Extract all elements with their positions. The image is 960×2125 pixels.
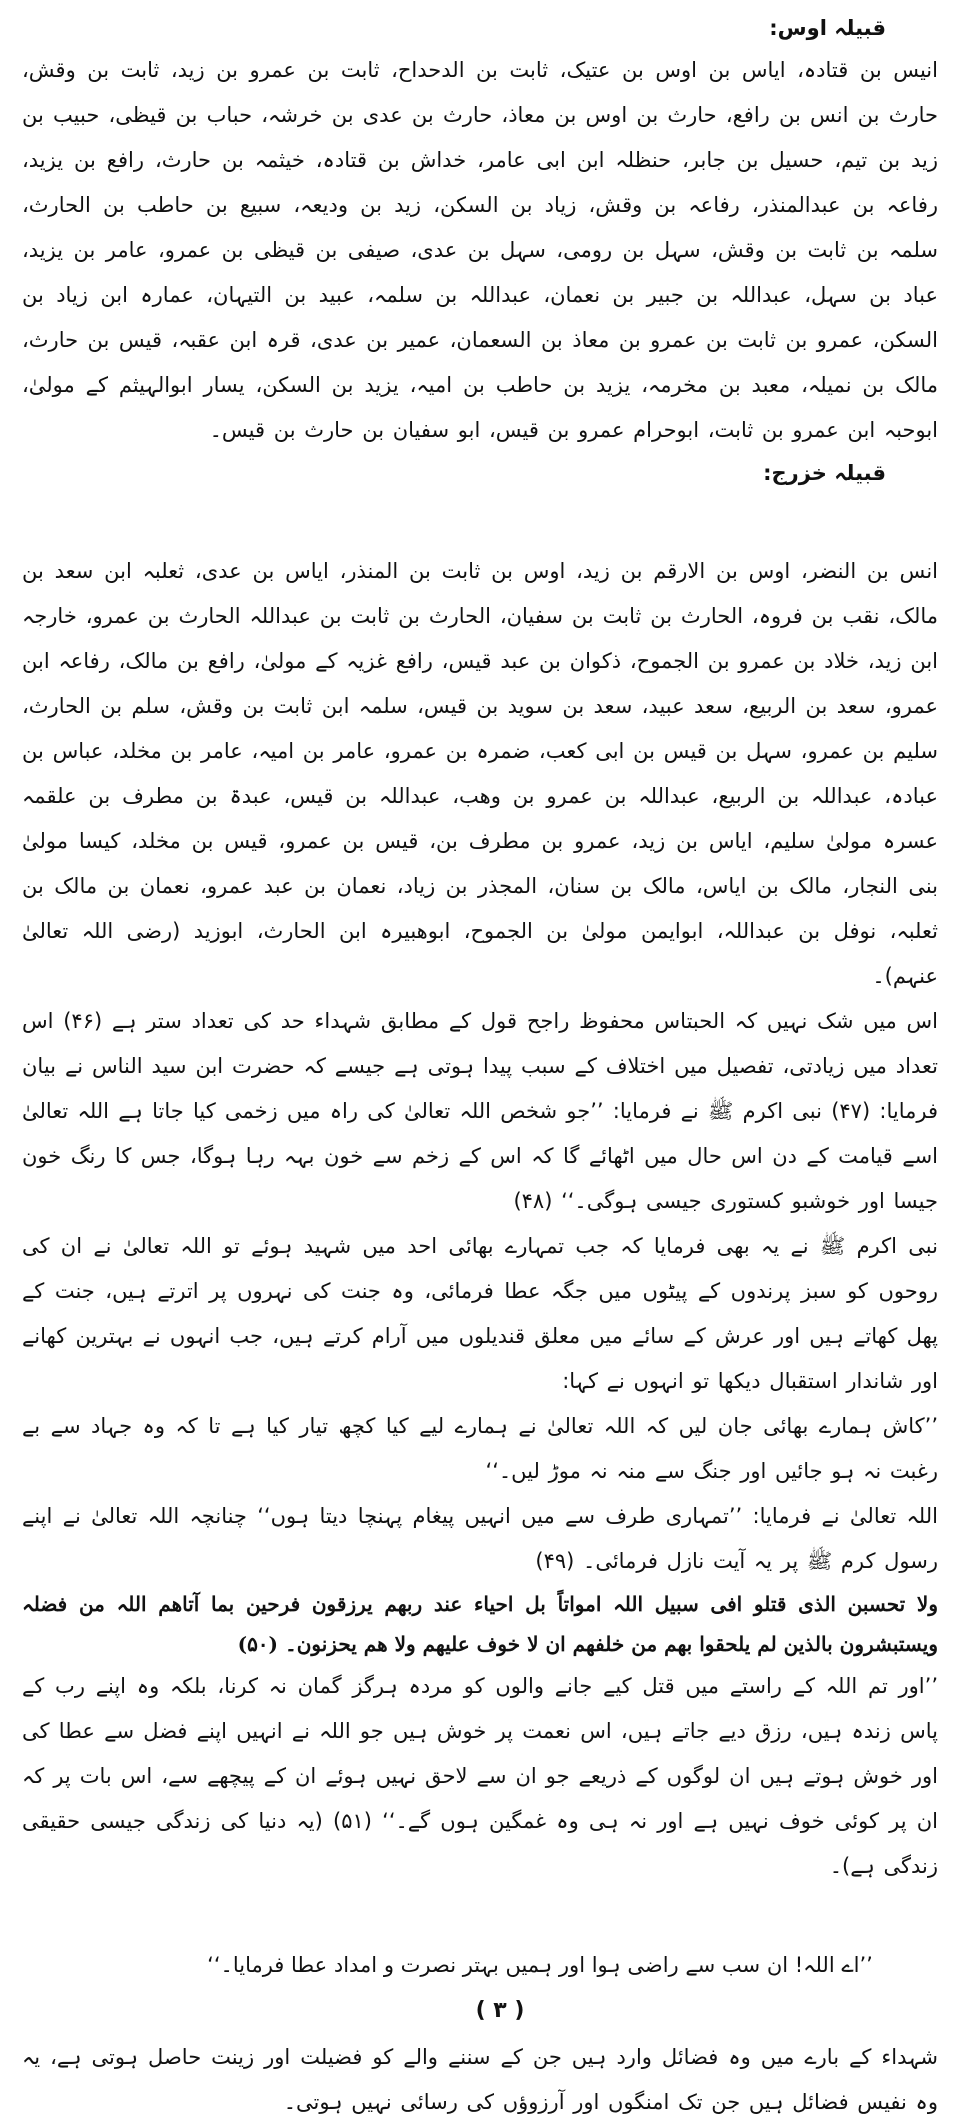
spacer xyxy=(22,1889,938,1945)
heading-aus-tribe: قبیلہ اوس: xyxy=(769,16,886,40)
closing-prayer: ’’اے اللہ! ان سب سے راضی ہوا اور ہمیں بہتر نصرت و امداد عطا فرمایا۔‘‘ xyxy=(207,1953,873,1977)
aus-martyrs-list: انیس بن قتادہ، ایاس بن اوس بن عتیک، ثابت بن الدحداح، ثابت بن عمرو بن زید، ثابت بن وقش، حارث بن انس بن رافع، حارث بن اوس بن معاذ، حارث بن عدی بن خرشہ، حباب بن قیظی، حبیب بن زید بن تیم، حسیل بن جابر، حنظلہ ابن ابی عامر، خداش بن قتادہ، خیثمہ بن حارث، رافع بن یزید، رفاعہ بن عبدالمنذر، رفاعہ بن وقش، زیاد بن السکن، زید بن ودیعہ، سبیع بن حاطب بن الحارث، سلمہ بن ثابت بن وقش، سہل بن رومی، سہل بن عدی، صیفی بن قیظی بن عمرو، عامر بن یزید، عباد بن سہل، عبداللہ بن جبیر بن نعمان، عبداللہ بن سلمہ، عبید بن التیہان، عمارہ ابن زیاد بن السکن، عمرو بن ثابت بن عمرو بن معاذ بن السعمان، عمیر بن عدی، قرہ ابن عقبہ، قیس بن حارث، مالک بن نمیلہ، معبد بن مخرمہ، یزید بن حاطب بن امیہ، یزید بن السکن، یسار ابوالہیثم کے مولیٰ، ابوحبہ ابن عمرو بن ثابت، ابوحرام عمرو بن قیس، ابو سفیان بن حارث بن قیس۔ xyxy=(22,58,938,442)
final-paragraph: شہداء کے بارے میں وہ فضائل وارد ہیں جن کے سننے والے کو فضیلت اور زینت حاصل ہوتی ہے، یہ وہ نفیس فضائل ہیں جن تک امنگوں اور آرزوؤں کی رسائی نہیں ہوتی۔ xyxy=(22,2045,938,2114)
paragraph-martyr-count: اس میں شک نہیں کہ الحبتاس محفوظ راجح قول کے مطابق شہداء حد کی تعداد ستر ہے (۴۶) اس تعداد میں زیادتی، تفصیل میں اختلاف کے سبب پیدا ہوتی ہے جیسے کہ حضرت ابن سید الناس نے بیان فرمایا: (۴۷) نبی اکرم ﷺ نے فرمایا: ’’جو شخص اللہ تعالیٰ کی راہ میں زخمی کیا جاتا ہے اللہ تعالیٰ اسے قیامت کے دن اس حال میں اٹھائے گا کہ اس کے زخم سے خون بہہ رہا ہوگا، جس کا رنگ خون جیسا اور خوشبو کستوری جیسی ہوگی۔‘‘ (۴۸) xyxy=(22,1009,938,1213)
paragraph-prophet-saying: نبی اکرم ﷺ نے یہ بھی فرمایا کہ جب تمہارے بھائی احد میں شہید ہوئے تو اللہ تعالیٰ نے ان کی روحوں کو سبز پرندوں کے پیٹوں میں جگہ عطا فرمائی، وہ جنت کی نہروں پر اترتے ہیں، جنت کے پھل کھاتے ہیں اور عرش کے سائے میں معلق قندیلوں میں آرام کرتے ہیں، جب انہوں نے بہترین کھانے اور شاندار استقبال دیکھا تو انہوں نے کہا: xyxy=(22,1234,938,1393)
quran-verse-arabic: ولا تحسبن الذی قتلو افی سبیل اللہ امواتاً بل احیاء عند ربھم یرزقون فرحین بما آتاھم اللہ من فضلہ ویستبشرون بالذین لم یلحقوا بھم من خلفھم ان لا خوف علیھم ولا ھم یحزنون۔ (۵۰) xyxy=(22,1592,938,1656)
paragraph-allah-reply: اللہ تعالیٰ نے فرمایا: ’’تمہاری طرف سے میں انہیں پیغام پہنچا دیتا ہوں‘‘ چنانچہ اللہ تعالیٰ نے اپنے رسول کرم ﷺ پر یہ آیت نازل فرمائی۔ (۴۹) xyxy=(22,1504,938,1573)
section-number: ( ۳ ) xyxy=(475,1998,525,2023)
khazraj-martyrs-list: انس بن النضر، اوس بن الارقم بن زید، اوس بن ثابت بن المنذر، ایاس بن عدی، ثعلبہ ابن سعد بن مالک، نقب بن فروہ، الحارث بن ثابت بن سفیان، الحارث بن ثابت بن عبداللہ الحارث بن عمرو، خارجہ ابن زید، خلاد بن عمرو بن الجموح، ذکوان بن عبد قیس، رافع غزیہ کے مولیٰ، رافع بن مالک، رفاعہ ابن عمرو، سعد بن الربیع، سعد عبید، سعد بن سوید بن قیس، سلمہ ابن ثابت بن وقش، سلم بن الحارث، سلیم بن عمرو، سہل بن قیس بن ابی کعب، ضمرہ بن عمرو، عامر بن امیہ، عامر بن مخلد، عباس بن عبادہ، عبداللہ بن الربیع، عبداللہ بن عمرو بن وھب، عبداللہ بن قیس، عبدۃ بن مطرف بن علقمہ عسرہ مولیٰ سلیم، ایاس بن زید، عمرو بن مطرف بن، قیس بن عمرو، قیس بن مخلد، کیسا مولیٰ بنی النجار، مالک بن ایاس، مالک بن سنان، المجذر بن زیاد، نعمان بن عبد عمرو، نعمان بن مالک بن ثعلبہ، نوفل بن عبداللہ، ابوایمن مولیٰ بن الجموح، ابوھبیرہ ابن الحارث، ابوزید (رضی اللہ تعالیٰ عنہم)۔ xyxy=(22,559,938,988)
verse-translation: ’’اور تم اللہ کے راستے میں قتل کیے جانے والوں کو مردہ ہرگز گمان نہ کرنا، بلکہ وہ اپنے رب کے پاس زندہ ہیں، رزق دیے جاتے ہیں، اس نعمت پر خوش ہیں جو اللہ نے انہیں اپنے فضل سے عطا کی اور خوش ہوتے ہیں ان لوگوں کے ذریعے جو ان سے لاحق نہیں ہوئے ان کے پیچھے سے، اس بات پر کہ ان پر کوئی خوف نہیں ہے اور نہ ہی وہ غمگین ہوں گے۔‘‘ (۵۱) (یہ دنیا کی زندگی جیسی حقیقی زندگی ہے)۔ xyxy=(22,1674,938,1878)
quote-martyrs-wish: ’’کاش ہمارے بھائی جان لیں کہ اللہ تعالیٰ نے ہمارے لیے کیا کچھ تیار کیا ہے تا کہ وہ جہاد سے بے رغبت نہ ہو جائیں اور جنگ سے منہ نہ موڑ لیں۔‘‘ xyxy=(22,1414,938,1483)
spacer xyxy=(22,493,938,549)
heading-khazraj-tribe: قبیلہ خزرج: xyxy=(763,461,886,485)
